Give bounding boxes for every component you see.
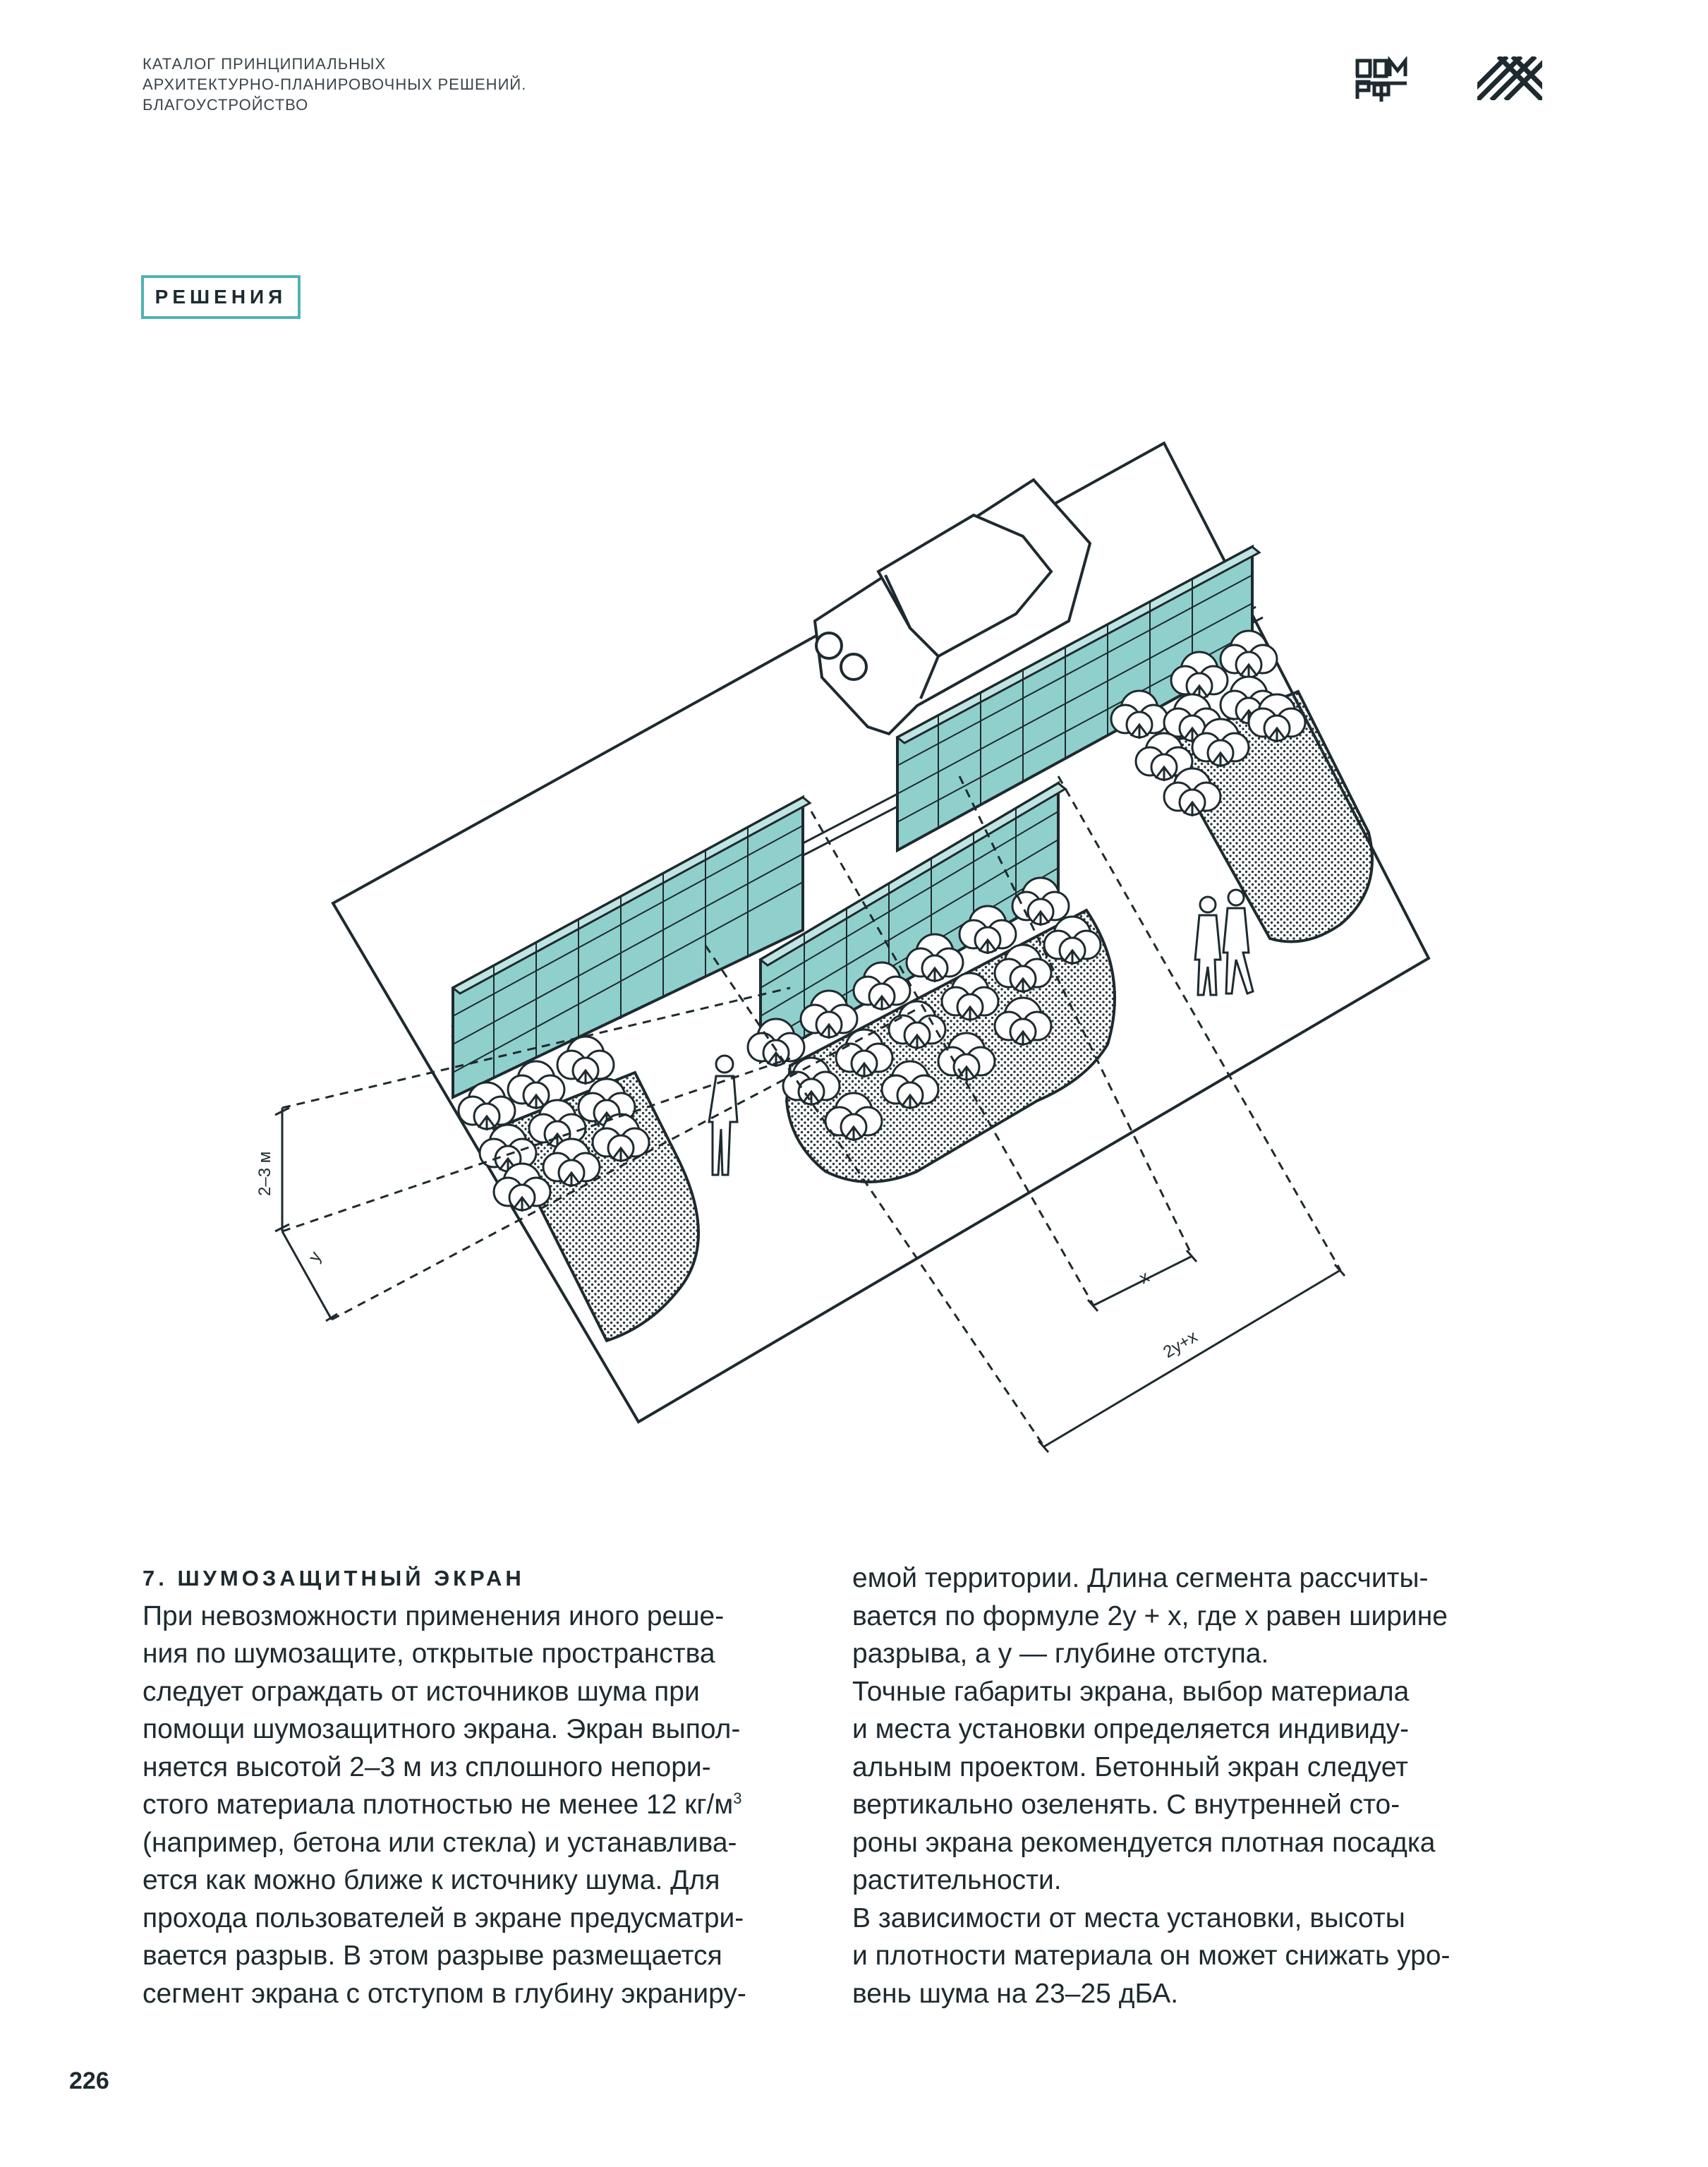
dim-x-label: x	[1136, 1267, 1153, 1288]
body-line: роны экрана рекомендуется плотная посадка	[852, 1827, 1436, 1858]
text-column-left	[143, 1559, 848, 2012]
body-line: помощи шумозащитного экрана. Экран выпол-	[143, 1714, 741, 1744]
body-line: растительности.	[852, 1865, 1062, 1895]
header-line-1: КАТАЛОГ ПРИНЦИПИАЛЬНЫХ	[143, 55, 387, 73]
body-line: вертикально озеленять. С внутренней сто-	[852, 1789, 1400, 1820]
section-tag: РЕШЕНИЯ	[141, 275, 301, 319]
header-line-2: АРХИТЕКТУРНО-ПЛАНИРОВОЧНЫХ РЕШЕНИЙ.	[143, 76, 527, 93]
section-title: 7. ШУМОЗАЩИТНЫЙ ЭКРАН	[143, 1566, 525, 1590]
density-superscript: 3	[733, 1789, 742, 1807]
text-column-right	[852, 1559, 1558, 2012]
body-line: емой территории. Длина сегмента рассчиты-	[852, 1563, 1429, 1593]
body-line: вается по формуле 2y + x, где x равен ширине	[852, 1600, 1448, 1631]
body-line: и плотности материала он может снижать уро-	[852, 1940, 1450, 1971]
body-line: разрыва, а y — глубине отступа.	[852, 1638, 1269, 1669]
dim-length-label: 2y+x	[1160, 1327, 1201, 1363]
body-line: следует ограждать от источников шума при	[143, 1676, 700, 1707]
body-line: При невозможности применения иного реше-	[143, 1600, 725, 1631]
body-line-density	[143, 1786, 848, 1824]
body-line: ется как можно ближе к источнику шума. Для	[143, 1865, 720, 1895]
body-line: вается разрыв. В этом разрыве размещается	[143, 1940, 722, 1971]
body-line: альным проектом. Бетонный экран следует	[852, 1751, 1408, 1782]
header-line-3: БЛАГОУСТРОЙСТВО	[143, 96, 309, 114]
body-line: (например, бетона или стекла) и устанавлива-	[143, 1827, 737, 1858]
body-line: Точные габариты экрана, выбор материала	[852, 1676, 1410, 1707]
body-line: сегмент экрана с отступом в глубину экраниру-	[143, 1978, 746, 2009]
page-number: 226	[69, 2068, 109, 2094]
body-line: В зависимости от места установки, высоты	[852, 1902, 1405, 1933]
body-line: няется высотой 2–3 м из сплошного непори-	[143, 1751, 711, 1782]
dim-height-label: 2–3 м	[255, 1151, 274, 1196]
dim-y-label: y	[304, 1248, 326, 1265]
body-line: ния по шумозащите, открытые пространства	[143, 1638, 715, 1669]
body-line: вень шума на 23–25 дБА.	[852, 1978, 1179, 2009]
body-line: и места установки определяется индивиду-	[852, 1714, 1410, 1744]
body-line: прохода пользователей в экране предусматри-	[143, 1902, 744, 1933]
density-text: стого материала плотностью не менее 12 кг/м	[143, 1789, 734, 1820]
